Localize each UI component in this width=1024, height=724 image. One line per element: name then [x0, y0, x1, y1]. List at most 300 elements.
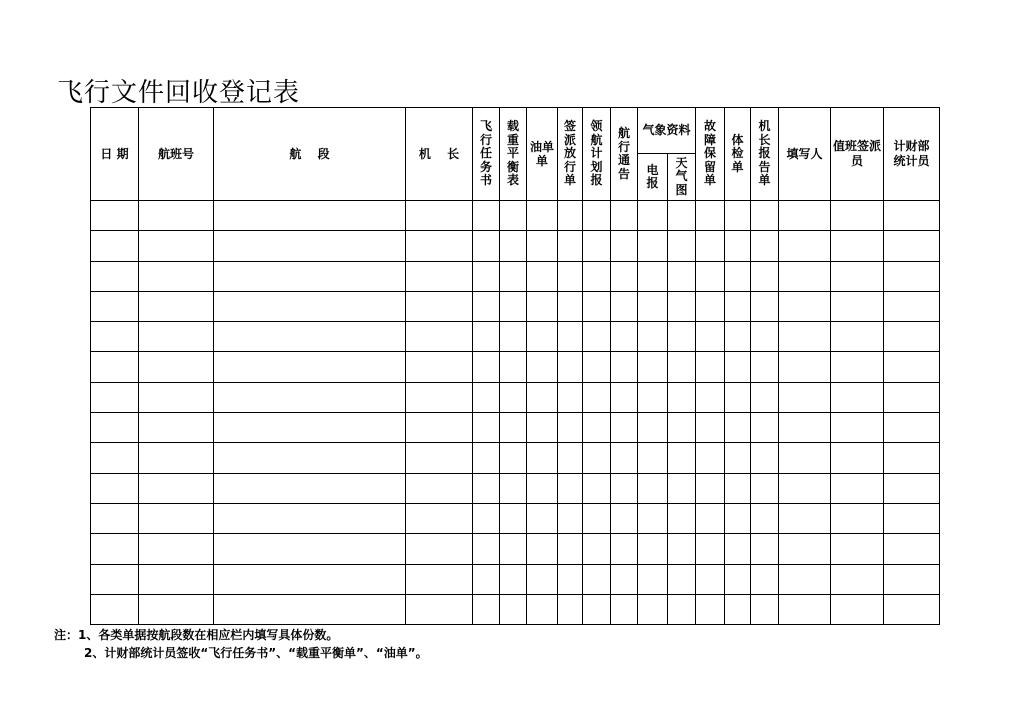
table-cell[interactable] — [583, 534, 611, 564]
table-cell[interactable] — [558, 201, 583, 231]
table-cell[interactable] — [406, 534, 473, 564]
table-cell[interactable] — [91, 322, 139, 352]
table-cell[interactable] — [696, 261, 725, 291]
table-cell[interactable] — [214, 291, 406, 321]
table-cell[interactable] — [500, 291, 527, 321]
table-cell[interactable] — [406, 594, 473, 624]
table-row — [91, 201, 940, 231]
header-flight-plan-label: 领航计划报 — [590, 119, 603, 188]
table-cell[interactable] — [725, 594, 751, 624]
table-row — [91, 443, 940, 473]
table-row — [91, 322, 940, 352]
table-cell[interactable] — [406, 291, 473, 321]
table-cell[interactable] — [668, 322, 696, 352]
table-cell[interactable] — [500, 594, 527, 624]
header-date: 日 期 — [91, 108, 139, 201]
table-cell[interactable] — [527, 503, 558, 533]
table-cell[interactable] — [884, 443, 940, 473]
table-cell[interactable] — [527, 443, 558, 473]
table-cell[interactable] — [611, 352, 638, 382]
table-cell[interactable] — [779, 564, 831, 594]
table-cell[interactable] — [473, 261, 500, 291]
table-cell[interactable] — [668, 231, 696, 261]
table-cell[interactable] — [527, 231, 558, 261]
table-cell[interactable] — [558, 443, 583, 473]
table-cell[interactable] — [779, 503, 831, 533]
table-cell[interactable] — [831, 413, 884, 443]
table-cell[interactable] — [583, 261, 611, 291]
table-cell[interactable] — [831, 231, 884, 261]
table-cell[interactable] — [500, 564, 527, 594]
table-cell[interactable] — [884, 261, 940, 291]
table-cell[interactable] — [668, 594, 696, 624]
table-cell[interactable] — [214, 382, 406, 412]
table-cell[interactable] — [751, 594, 779, 624]
table-cell[interactable] — [696, 534, 725, 564]
table-cell[interactable] — [831, 594, 884, 624]
table-cell[interactable] — [751, 413, 779, 443]
table-cell[interactable] — [139, 261, 214, 291]
table-cell[interactable] — [500, 322, 527, 352]
table-cell[interactable] — [611, 534, 638, 564]
notes — [54, 626, 428, 662]
table-cell[interactable] — [696, 322, 725, 352]
table-cell[interactable] — [500, 473, 527, 503]
header-notam-label: 航行通告 — [618, 126, 631, 181]
table-cell[interactable] — [500, 352, 527, 382]
table-cell[interactable] — [91, 473, 139, 503]
table-cell[interactable] — [668, 352, 696, 382]
table-cell[interactable] — [638, 503, 668, 533]
table-cell[interactable] — [527, 413, 558, 443]
table-cell[interactable] — [583, 503, 611, 533]
table-cell[interactable] — [527, 473, 558, 503]
table-cell[interactable] — [473, 322, 500, 352]
table-cell[interactable] — [751, 473, 779, 503]
header-fault-report-label: 故障保留单 — [704, 119, 717, 188]
table-cell[interactable] — [583, 443, 611, 473]
table-cell[interactable] — [473, 352, 500, 382]
table-cell[interactable] — [884, 564, 940, 594]
table-cell[interactable] — [214, 413, 406, 443]
header-captain-report — [751, 108, 779, 201]
table-cell[interactable] — [884, 352, 940, 382]
table-cell[interactable] — [638, 382, 668, 412]
table-cell[interactable] — [214, 473, 406, 503]
table-cell[interactable] — [668, 382, 696, 412]
table-cell[interactable] — [139, 382, 214, 412]
table-cell[interactable] — [406, 352, 473, 382]
table-cell[interactable] — [500, 534, 527, 564]
page-title: 飞行文件回收登记表 — [57, 78, 301, 108]
table-cell[interactable] — [725, 534, 751, 564]
table-cell[interactable] — [558, 503, 583, 533]
table-cell[interactable] — [696, 594, 725, 624]
table-cell[interactable] — [725, 291, 751, 321]
header-weather-chart-label: 天气图 — [675, 155, 688, 197]
table-cell[interactable] — [638, 231, 668, 261]
table-cell[interactable] — [473, 382, 500, 412]
header-duty-dispatcher-label: 值班签派员 — [833, 139, 882, 168]
header-mission-book-label: 飞行任务书 — [480, 119, 493, 188]
table-cell[interactable] — [751, 564, 779, 594]
table-cell[interactable] — [91, 352, 139, 382]
table-cell[interactable] — [214, 261, 406, 291]
table-cell[interactable] — [558, 261, 583, 291]
table-cell[interactable] — [668, 503, 696, 533]
table-cell[interactable] — [527, 352, 558, 382]
table-cell[interactable] — [831, 473, 884, 503]
table-cell[interactable] — [696, 231, 725, 261]
table-cell[interactable] — [696, 473, 725, 503]
table-cell[interactable] — [473, 594, 500, 624]
table-cell[interactable] — [583, 413, 611, 443]
table-cell[interactable] — [558, 352, 583, 382]
table-cell[interactable] — [831, 352, 884, 382]
table-cell[interactable] — [583, 473, 611, 503]
table-cell[interactable] — [558, 534, 583, 564]
table-cell[interactable] — [558, 473, 583, 503]
table-cell[interactable] — [831, 201, 884, 231]
table-cell[interactable] — [91, 564, 139, 594]
table-cell[interactable] — [214, 503, 406, 533]
table-cell[interactable] — [884, 594, 940, 624]
table-row — [91, 413, 940, 443]
table-cell[interactable] — [751, 261, 779, 291]
table-cell[interactable] — [779, 594, 831, 624]
table-cell[interactable] — [500, 382, 527, 412]
table-cell[interactable] — [583, 291, 611, 321]
table-cell[interactable] — [779, 443, 831, 473]
table-cell[interactable] — [139, 443, 214, 473]
table-cell[interactable] — [831, 322, 884, 352]
table-cell[interactable] — [91, 201, 139, 231]
table-cell[interactable] — [473, 201, 500, 231]
table-cell[interactable] — [406, 503, 473, 533]
table-cell[interactable] — [668, 443, 696, 473]
table-cell[interactable] — [611, 201, 638, 231]
table-cell[interactable] — [779, 413, 831, 443]
table-cell[interactable] — [214, 594, 406, 624]
header-filler: 填写人 — [779, 108, 831, 201]
header-notam — [611, 108, 638, 201]
table-cell[interactable] — [751, 443, 779, 473]
header-captain-report-label: 机长报告单 — [758, 119, 771, 188]
table-cell[interactable] — [638, 352, 668, 382]
table-cell[interactable] — [406, 473, 473, 503]
table-cell[interactable] — [696, 503, 725, 533]
table-cell[interactable] — [406, 564, 473, 594]
table-cell[interactable] — [668, 201, 696, 231]
table-cell[interactable] — [696, 382, 725, 412]
recovery-register-table — [90, 107, 940, 625]
table-cell[interactable] — [884, 503, 940, 533]
table-cell[interactable] — [139, 564, 214, 594]
table-row — [91, 231, 940, 261]
table-cell[interactable] — [638, 322, 668, 352]
header-finance-stat — [884, 108, 940, 201]
header-fuel-slip — [527, 108, 558, 201]
table-cell[interactable] — [638, 473, 668, 503]
header-dispatch-release-label: 签派放行单 — [564, 119, 577, 188]
table-cell[interactable] — [527, 322, 558, 352]
table-cell[interactable] — [725, 201, 751, 231]
table-cell[interactable] — [831, 291, 884, 321]
table-cell[interactable] — [473, 413, 500, 443]
table-cell[interactable] — [611, 473, 638, 503]
table-cell[interactable] — [831, 534, 884, 564]
table-cell[interactable] — [139, 594, 214, 624]
table-cell[interactable] — [638, 413, 668, 443]
table-cell[interactable] — [831, 503, 884, 533]
table-cell[interactable] — [583, 564, 611, 594]
table-cell[interactable] — [779, 322, 831, 352]
table-cell[interactable] — [638, 261, 668, 291]
table-cell[interactable] — [500, 413, 527, 443]
header-weather-chart — [668, 154, 696, 201]
table-cell[interactable] — [884, 322, 940, 352]
table-cell[interactable] — [611, 261, 638, 291]
table-row — [91, 291, 940, 321]
table-cell[interactable] — [139, 322, 214, 352]
table-cell[interactable] — [638, 443, 668, 473]
header-weather-telegram — [638, 154, 668, 201]
table-cell[interactable] — [696, 291, 725, 321]
table-cell[interactable] — [406, 231, 473, 261]
table-cell[interactable] — [139, 413, 214, 443]
table-cell[interactable] — [725, 231, 751, 261]
table-cell[interactable] — [831, 261, 884, 291]
table-cell[interactable] — [139, 503, 214, 533]
table-cell[interactable] — [725, 564, 751, 594]
table-cell[interactable] — [779, 291, 831, 321]
table-cell[interactable] — [779, 261, 831, 291]
table-cell[interactable] — [725, 503, 751, 533]
table-cell[interactable] — [139, 473, 214, 503]
table-cell[interactable] — [583, 594, 611, 624]
header-segment: 航 段 — [214, 108, 406, 201]
table-cell[interactable] — [831, 564, 884, 594]
note-line-1: 注：1、各类单据按航段数在相应栏内填写具体份数。 — [54, 628, 339, 642]
table-cell[interactable] — [884, 413, 940, 443]
table-cell[interactable] — [583, 322, 611, 352]
note-line-2: 2、计财部统计员签收“飞行任务书”、“载重平衡单”、“油单”。 — [84, 646, 428, 660]
table-cell[interactable] — [638, 564, 668, 594]
table-cell[interactable] — [214, 322, 406, 352]
table-cell[interactable] — [527, 564, 558, 594]
table-cell[interactable] — [611, 413, 638, 443]
table-cell[interactable] — [406, 382, 473, 412]
table-cell[interactable] — [214, 231, 406, 261]
table-cell[interactable] — [725, 261, 751, 291]
table-cell[interactable] — [527, 382, 558, 412]
table-cell[interactable] — [884, 382, 940, 412]
table-cell[interactable] — [611, 291, 638, 321]
table-cell[interactable] — [725, 443, 751, 473]
table-cell[interactable] — [473, 443, 500, 473]
table-cell[interactable] — [500, 503, 527, 533]
table-cell[interactable] — [884, 201, 940, 231]
table-row — [91, 473, 940, 503]
table-cell[interactable] — [558, 413, 583, 443]
table-cell[interactable] — [884, 291, 940, 321]
header-health-check — [725, 108, 751, 201]
table-cell[interactable] — [527, 201, 558, 231]
table-row — [91, 534, 940, 564]
table-cell[interactable] — [696, 564, 725, 594]
table-cell[interactable] — [696, 201, 725, 231]
table-cell[interactable] — [473, 564, 500, 594]
table-cell[interactable] — [638, 291, 668, 321]
table-cell[interactable] — [91, 261, 139, 291]
table-cell[interactable] — [611, 322, 638, 352]
table-cell[interactable] — [668, 261, 696, 291]
table-cell[interactable] — [725, 322, 751, 352]
table-cell[interactable] — [779, 382, 831, 412]
table-cell[interactable] — [91, 231, 139, 261]
table-cell[interactable] — [139, 201, 214, 231]
table-cell[interactable] — [214, 201, 406, 231]
table-row — [91, 564, 940, 594]
table-cell[interactable] — [751, 382, 779, 412]
table-cell[interactable] — [91, 534, 139, 564]
table-cell[interactable] — [91, 413, 139, 443]
table-cell[interactable] — [725, 413, 751, 443]
table-cell[interactable] — [638, 594, 668, 624]
table-cell[interactable] — [668, 473, 696, 503]
table-cell[interactable] — [473, 291, 500, 321]
table-cell[interactable] — [527, 534, 558, 564]
table-cell[interactable] — [696, 413, 725, 443]
table-row — [91, 594, 940, 624]
header-load-balance-label: 载重平衡表 — [507, 119, 520, 188]
table-cell[interactable] — [406, 261, 473, 291]
table-cell[interactable] — [583, 201, 611, 231]
table-cell[interactable] — [214, 534, 406, 564]
table-cell[interactable] — [473, 534, 500, 564]
table-cell[interactable] — [725, 473, 751, 503]
table-cell[interactable] — [473, 503, 500, 533]
header-health-check-label: 体检单 — [731, 132, 744, 174]
table-cell[interactable] — [751, 291, 779, 321]
table-cell[interactable] — [91, 443, 139, 473]
table-cell[interactable] — [527, 594, 558, 624]
table-cell[interactable] — [751, 322, 779, 352]
table-cell[interactable] — [751, 352, 779, 382]
table-cell[interactable] — [884, 534, 940, 564]
header-duty-dispatcher — [831, 108, 884, 201]
table-cell[interactable] — [779, 534, 831, 564]
table-cell[interactable] — [406, 201, 473, 231]
table-cell[interactable] — [751, 231, 779, 261]
table-cell[interactable] — [558, 382, 583, 412]
table-cell[interactable] — [638, 201, 668, 231]
table-row — [91, 503, 940, 533]
table-cell[interactable] — [139, 231, 214, 261]
header-mission-book — [473, 108, 500, 201]
table-row — [91, 382, 940, 412]
table-cell[interactable] — [214, 443, 406, 473]
table-cell[interactable] — [884, 473, 940, 503]
table-cell[interactable] — [500, 201, 527, 231]
table-cell[interactable] — [751, 534, 779, 564]
table-cell[interactable] — [500, 443, 527, 473]
header-finance-stat-label: 计财部统计员 — [893, 139, 930, 168]
table-row — [91, 352, 940, 382]
table-cell[interactable] — [779, 201, 831, 231]
table-cell[interactable] — [751, 201, 779, 231]
header-load-balance — [500, 108, 527, 201]
table-cell[interactable] — [583, 352, 611, 382]
header-fuel-slip-label: 油单单 — [530, 140, 555, 168]
table-cell[interactable] — [583, 231, 611, 261]
table-cell[interactable] — [558, 594, 583, 624]
table-cell[interactable] — [668, 534, 696, 564]
table-cell[interactable] — [91, 503, 139, 533]
table-cell[interactable] — [406, 413, 473, 443]
table-cell[interactable] — [668, 564, 696, 594]
table-cell[interactable] — [725, 382, 751, 412]
table-cell[interactable] — [611, 231, 638, 261]
table-cell[interactable] — [558, 291, 583, 321]
table-cell[interactable] — [751, 503, 779, 533]
table-cell[interactable] — [527, 261, 558, 291]
table-cell[interactable] — [214, 352, 406, 382]
table-cell[interactable] — [139, 534, 214, 564]
table-cell[interactable] — [406, 443, 473, 473]
table-cell[interactable] — [725, 352, 751, 382]
table-cell[interactable] — [611, 564, 638, 594]
header-fault-report — [696, 108, 725, 201]
header-dispatch-release — [558, 108, 583, 201]
table-cell[interactable] — [558, 564, 583, 594]
table-cell[interactable] — [668, 291, 696, 321]
table-cell[interactable] — [500, 231, 527, 261]
table-cell[interactable] — [611, 594, 638, 624]
table-cell[interactable] — [473, 473, 500, 503]
table-cell[interactable] — [831, 443, 884, 473]
table-cell[interactable] — [611, 443, 638, 473]
table-cell[interactable] — [831, 382, 884, 412]
table-cell[interactable] — [779, 473, 831, 503]
table-cell[interactable] — [91, 382, 139, 412]
table-cell[interactable] — [406, 322, 473, 352]
table-cell[interactable] — [500, 261, 527, 291]
table-cell[interactable] — [779, 352, 831, 382]
table-cell[interactable] — [558, 322, 583, 352]
table-cell[interactable] — [779, 231, 831, 261]
header-flight-plan — [583, 108, 611, 201]
table-cell[interactable] — [668, 413, 696, 443]
table-cell[interactable] — [139, 352, 214, 382]
table-cell[interactable] — [91, 594, 139, 624]
table-cell[interactable] — [884, 231, 940, 261]
table-cell[interactable] — [583, 382, 611, 412]
table-cell[interactable] — [638, 534, 668, 564]
table-cell[interactable] — [696, 443, 725, 473]
table-cell[interactable] — [527, 291, 558, 321]
table-cell[interactable] — [91, 291, 139, 321]
table-cell[interactable] — [473, 231, 500, 261]
header-flight-no: 航班号 — [139, 108, 214, 201]
header-weather: 气象资料 — [638, 108, 696, 154]
table-cell[interactable] — [611, 382, 638, 412]
table-cell[interactable] — [611, 503, 638, 533]
table-cell[interactable] — [558, 231, 583, 261]
table-cell[interactable] — [696, 352, 725, 382]
table-cell[interactable] — [214, 564, 406, 594]
table-cell[interactable] — [139, 291, 214, 321]
